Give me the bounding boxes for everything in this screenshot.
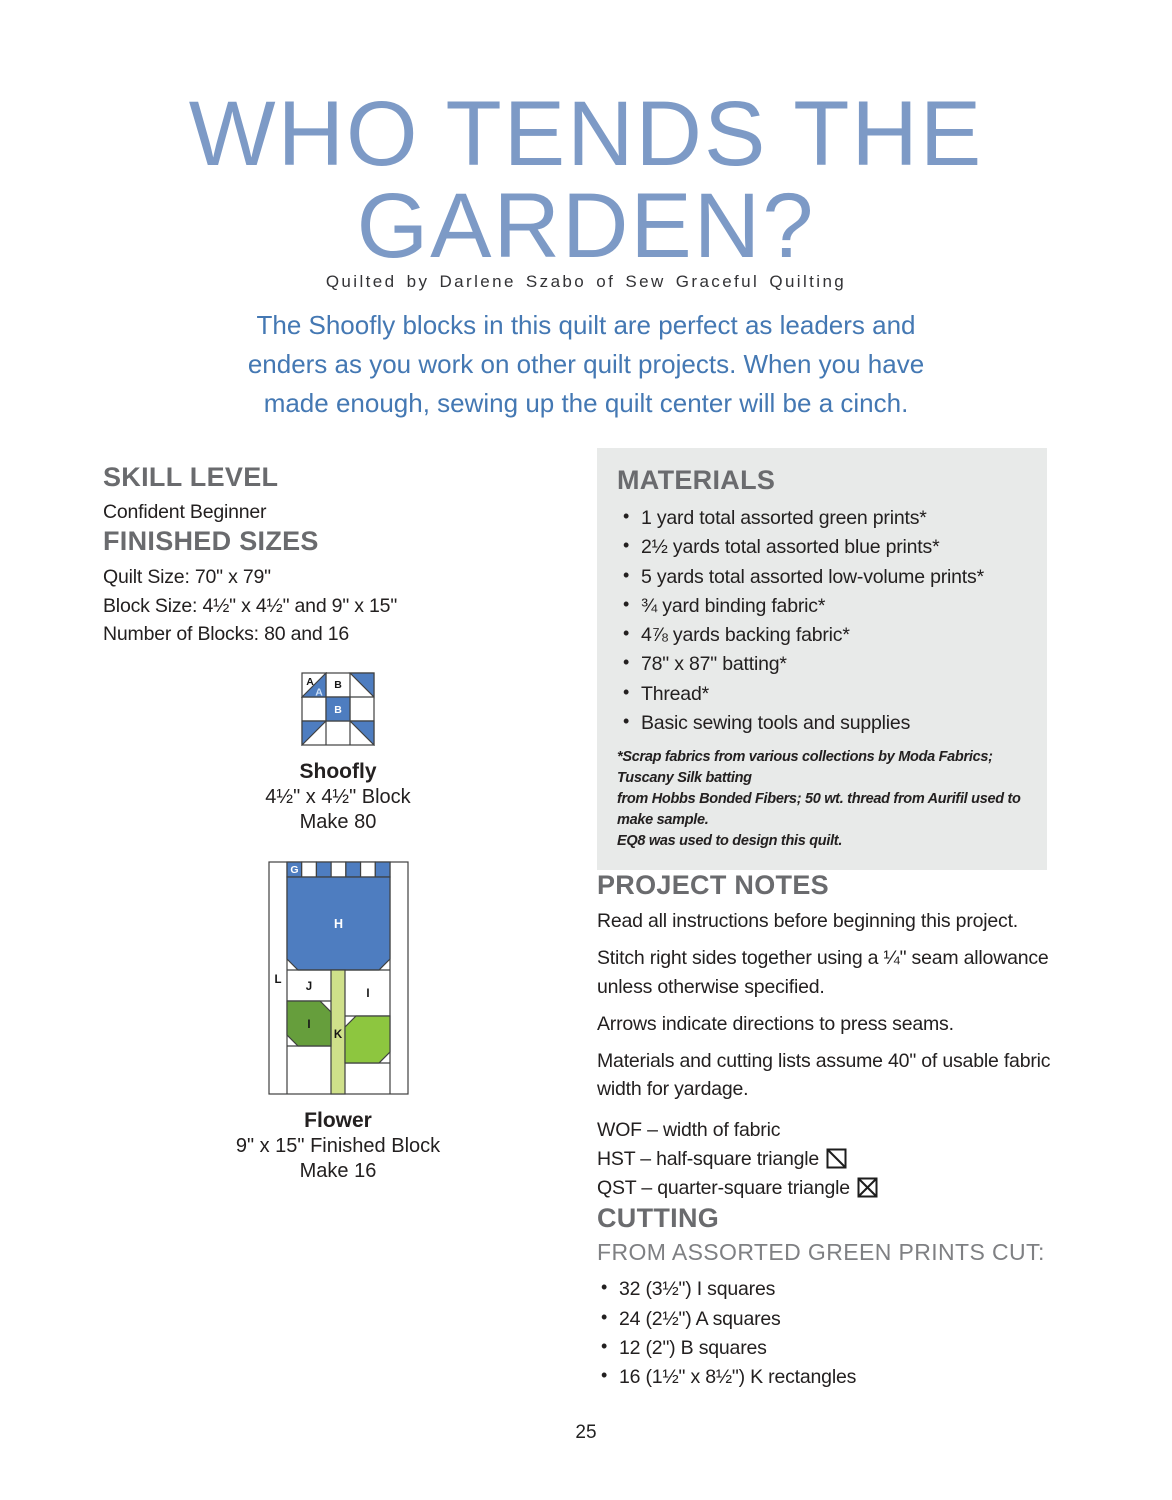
intro-line: The Shoofly blocks in this quilt are perfect as leaders and	[256, 310, 916, 340]
qst-text: QST – quarter-square triangle	[597, 1177, 850, 1200]
abbreviation-key	[597, 1116, 1097, 1204]
hst-text: HST – half-square triangle	[597, 1147, 820, 1170]
right-leaf-shape	[345, 1016, 390, 1063]
finished-sizes-lines	[103, 563, 573, 648]
patch-label-a-inner: A	[315, 686, 323, 699]
hst-definition	[597, 1145, 1097, 1174]
patch-label-a-outer: A	[306, 676, 314, 689]
patch-label-j: J	[305, 980, 312, 993]
flower-block-svg	[268, 861, 409, 1095]
hst-icon	[826, 1148, 847, 1169]
shoofly-make: Make 80	[299, 810, 377, 833]
wof-text: WOF – width of fabric	[597, 1118, 781, 1141]
page-title-line1: WHO TENDS THE	[188, 83, 984, 185]
materials-footnote-line: from Hobbs Bonded Fibers; 50 wt. thread from Aurifil used to make sample.	[617, 791, 1021, 829]
byline: Quilted by Darlene Szabo of Sew Graceful Quilting	[325, 272, 847, 291]
project-note: Arrows indicate directions to press seams.	[597, 1012, 954, 1035]
page-title	[0, 83, 1172, 277]
patch-label-g: G	[289, 863, 298, 876]
project-note: Stitch right sides together using a ¼" seam allowance unless otherwise specified.	[597, 947, 1049, 998]
project-notes-heading: PROJECT NOTES	[597, 870, 829, 901]
cutting-item: • 16 (1½" x 8½") K rectangles	[597, 1363, 1097, 1392]
flower-name: Flower	[304, 1108, 372, 1132]
cutting-heading: CUTTING	[597, 1203, 720, 1234]
project-note: Read all instructions before beginning this project.	[597, 910, 1019, 933]
intro-line: made enough, sewing up the quilt center will be a cinch.	[263, 388, 909, 418]
patch-label-i-leaf: I	[306, 1018, 311, 1031]
qst-definition	[597, 1174, 1097, 1203]
materials-item: • 1 yard total assorted green prints*	[617, 504, 1027, 533]
cutting-subheading: FROM ASSORTED GREEN PRINTS CUT:	[597, 1239, 1045, 1266]
block-count-line: Number of Blocks: 80 and 16	[103, 622, 350, 645]
right-column	[597, 448, 1097, 1392]
patch-label-h: H	[333, 916, 343, 931]
patch-label-i-right: I	[365, 987, 370, 1000]
materials-footnote-line: *Scrap fabrics from various collections by Moda Fabrics; Tuscany Silk batting	[617, 749, 993, 787]
materials-footnote	[617, 747, 1027, 852]
quilt-size-line: Quilt Size: 70" x 79"	[103, 566, 271, 589]
materials-item: • Thread*	[617, 680, 1027, 709]
shoofly-name: Shoofly	[299, 760, 377, 784]
page-title-line2: GARDEN?	[356, 175, 816, 277]
patch-label-b-center: B	[334, 704, 342, 717]
wof-definition	[597, 1116, 1097, 1145]
qst-icon	[857, 1177, 878, 1198]
materials-item: • 4⅞ yards backing fabric*	[617, 621, 1027, 650]
patch-label-k: K	[333, 1028, 342, 1041]
cutting-item: • 24 (2½") A squares	[597, 1305, 1097, 1334]
flower-make: Make 16	[299, 1159, 377, 1182]
finished-sizes-heading: FINISHED SIZES	[103, 526, 319, 557]
materials-item: • 78" x 87" batting*	[617, 650, 1027, 679]
materials-box	[597, 448, 1047, 870]
flower-caption	[103, 1108, 573, 1184]
materials-item: • 5 yards total assorted low-volume prints*	[617, 563, 1027, 592]
intro-text	[0, 306, 1172, 423]
flower-size: 9" x 15" Finished Block	[235, 1134, 441, 1157]
cutting-item: • 12 (2") B squares	[597, 1334, 1097, 1363]
left-column	[103, 462, 573, 1183]
shoofly-block-svg	[301, 672, 375, 746]
shoofly-size: 4½" x 4½" Block	[265, 786, 411, 809]
cutting-item: • 32 (3½") I squares	[597, 1275, 1097, 1304]
checkerboard-strip	[287, 862, 390, 877]
project-note: Materials and cutting lists assume 40" of usable fabric width for yardage.	[597, 1050, 1051, 1101]
flower-block-diagram	[103, 861, 573, 1184]
skill-level-heading: SKILL LEVEL	[103, 462, 279, 492]
intro-line: enders as you work on other quilt projects. When you have	[247, 349, 925, 379]
page-number: 25	[575, 1422, 597, 1443]
materials-item: • 2½ yards total assorted blue prints*	[617, 533, 1027, 562]
materials-item: • Basic sewing tools and supplies	[617, 709, 1027, 738]
materials-footnote-line: EQ8 was used to design this quilt.	[617, 833, 843, 850]
block-size-line: Block Size: 4½" x 4½" and 9" x 15"	[103, 594, 398, 617]
materials-heading: MATERIALS	[617, 465, 776, 495]
patch-label-l: L	[273, 973, 282, 986]
materials-item: • ¾ yard binding fabric*	[617, 592, 1027, 621]
patch-label-b-top: B	[334, 679, 342, 692]
materials-list	[617, 504, 1027, 738]
shoofly-block-diagram	[103, 672, 573, 835]
shoofly-caption	[103, 759, 573, 835]
cutting-list	[597, 1275, 1097, 1392]
skill-level-value: Confident Beginner	[103, 501, 267, 523]
